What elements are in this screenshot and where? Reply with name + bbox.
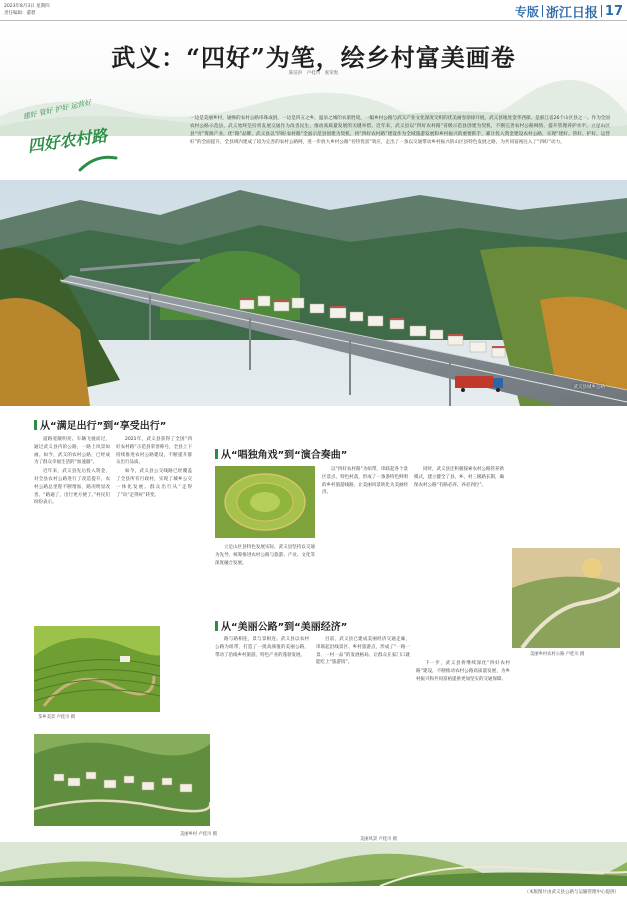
logo-text: 四好农村路: [26, 125, 109, 156]
page-divider: [601, 5, 602, 17]
main-photo-illustration: [0, 180, 627, 406]
section-heading-2: [215, 446, 347, 461]
article-headline: 武义：“四好”为笔，绘乡村富美画卷: [111, 43, 516, 72]
logo-slogan: 建好 管好 护好 运营好: [22, 98, 93, 121]
section-1-column-a: [34, 436, 110, 616]
page-number: 17: [604, 3, 623, 19]
bottom-landscape-photo: [0, 842, 627, 886]
heading-accent-bar: [215, 449, 218, 459]
tea-photo-caption: 茶乡美景 卢桂川 摄: [38, 715, 76, 720]
section-3-column-a: [215, 636, 309, 758]
section-2-column-c: [414, 466, 504, 606]
photo-credit-footer: （本版图片由武义县公路与运输管理中心提供）: [524, 890, 619, 895]
bottom-landscape-caption: 美丽风景 卢桂川 摄: [360, 837, 398, 842]
section-3-column-c: [416, 660, 510, 800]
section-heading-1-text: 从“满足出行”到“享受出行”: [40, 421, 167, 432]
four-good-roads-logo: [8, 98, 118, 182]
section-3-column-b: [316, 636, 410, 758]
section-2-column-a: [215, 544, 315, 608]
circular-field-photo: [215, 466, 315, 538]
issue-date: 2023年8月3日 星期四: [4, 4, 50, 9]
main-photo-caption: 武义县城乡公路: [573, 385, 605, 390]
section-3-paragraph: 下一步，武义县将继续深化“四好农村路”建设，不断推动农村公路高质量发展，为乡村振兴和共同富裕提供更加坚实的交通保障。: [416, 661, 510, 682]
heading-accent-bar: [215, 621, 218, 631]
article-byline: 陈洁洪 卢桂川 张荣奥: [288, 71, 339, 76]
heading-accent-bar: [34, 420, 37, 430]
masthead-title: 浙江日报: [545, 5, 598, 21]
section-2-paragraph: 以“四好农村路”为纽带，串联起各个景区景点、特色村落，形成了一条条特色鲜明的乡村旅游线路，让美丽风景转化为美丽经济。: [322, 467, 408, 496]
masthead-divider: [542, 5, 543, 17]
main-photo-mountain-highway: [0, 180, 627, 406]
section-2-column-b: [322, 466, 408, 606]
village-road-photo: [512, 548, 620, 648]
section-1-paragraph: 2021年，武义县获得了全国“四好农村路”示范县荣誉称号，全县上下持续推进农村公路建设，不断提升群众出行品质。: [116, 437, 192, 466]
section-2-paragraph: 同时，武义县还积极探索农村公路管养新模式，建立健全了县、乡、村三级路长制，确保农村公路“有路必养、养必到位”。: [414, 467, 504, 488]
section-heading-1: [34, 417, 166, 432]
bottom-village-caption: 美丽乡村 卢桂川 摄: [180, 832, 218, 837]
section-1-paragraph: 如今，武义县公交线路已经覆盖了全县所有行政村，实现了城乡公交一体化发展。群众出行从“走得了”向“走得好”转变。: [116, 469, 192, 498]
village-road-caption: 美丽乡村农村公路 卢桂川 摄: [530, 652, 585, 657]
article-intro: 一边是美丽乡村，通畅的农村公路串珠成链，一边是四五之乡，温泉之城的农旅胜境。一幅乡村公路与武义产业文化深度交织的优美画卷徐徐开展。武义县地处金华西部，是浙江省26个山区县之一。作为全国农村公路示范县，武义始终坚持将发展交通作为改善民生、推动高质量发展的关键举措。近年来，武义县以“四好农村路”省级示范县创建为契机，不断完善农村公路网络，提升管理养护水平。立足山区县“穷”资源产业、优“路”品牌，武义县以“四好农村路”全面示范县创建为契机，将“四好农村路”建设作为全域旅游发展和乡村振兴的重要抓手，累计投入资金建设农村公路，实现“建好、管好、护好、运营好”的全面提升，全县域内建成了较为完善的农村公路网，进一步放大乡村公路“名特优富”效应，走出了一条以交通带动乡村振兴的山区县特色发展之路，为共同富裕注入了“四好”动力。: [190, 116, 610, 145]
editor-credit: 责任编辑：董碧: [4, 11, 36, 16]
section-1-paragraph: 近年来，武义县先后投入资金，对全县农村公路进行了改造提升，农村公路总里程不断增加，路况明显改善。“路通了，出行更方便了。”村民们纷纷表示。: [34, 469, 110, 506]
bottom-village-photo: [34, 734, 210, 826]
section-heading-3-text: 从“美丽公路”到“美丽经济”: [221, 622, 348, 633]
section-heading-2-text: 从“唱独角戏”到“演合奏曲”: [221, 450, 348, 461]
section-1-paragraph: 道路宽敞明亮、车辆飞驰而过，通过武义县内的公路，一路上风景如画。如今，武义的农村公路，已经成为了群众幸福生活的“加速器”。: [34, 437, 110, 466]
road-swoosh-icon: [78, 152, 118, 172]
section-label: 专版: [514, 4, 539, 19]
section-2-paragraph: 立足山区县特色发展实际，武义县坚持以交通为先导，统筹推进农村公路与旅游、产业、文化等深度融合发展。: [215, 545, 315, 566]
section-3-paragraph: 路与路相连，景与景相连。武义县以农村公路为纽带，打造了一批高颜值的美丽公路，带动了沿线乡村旅游、特色产业的蓬勃发展。: [215, 637, 309, 658]
section-heading-3: [215, 618, 347, 633]
section-1-column-b: [116, 436, 192, 616]
tea-plantation-photo: [34, 626, 160, 712]
section-3-paragraph: 目前，武义县已建成美丽经济交通走廊，串联起沿线景区、乡村旅游点，形成了“一路一景、一村一品”的发展格局，让群众在家门口就能吃上“旅游饭”。: [316, 637, 410, 666]
masthead-group: [515, 2, 623, 20]
